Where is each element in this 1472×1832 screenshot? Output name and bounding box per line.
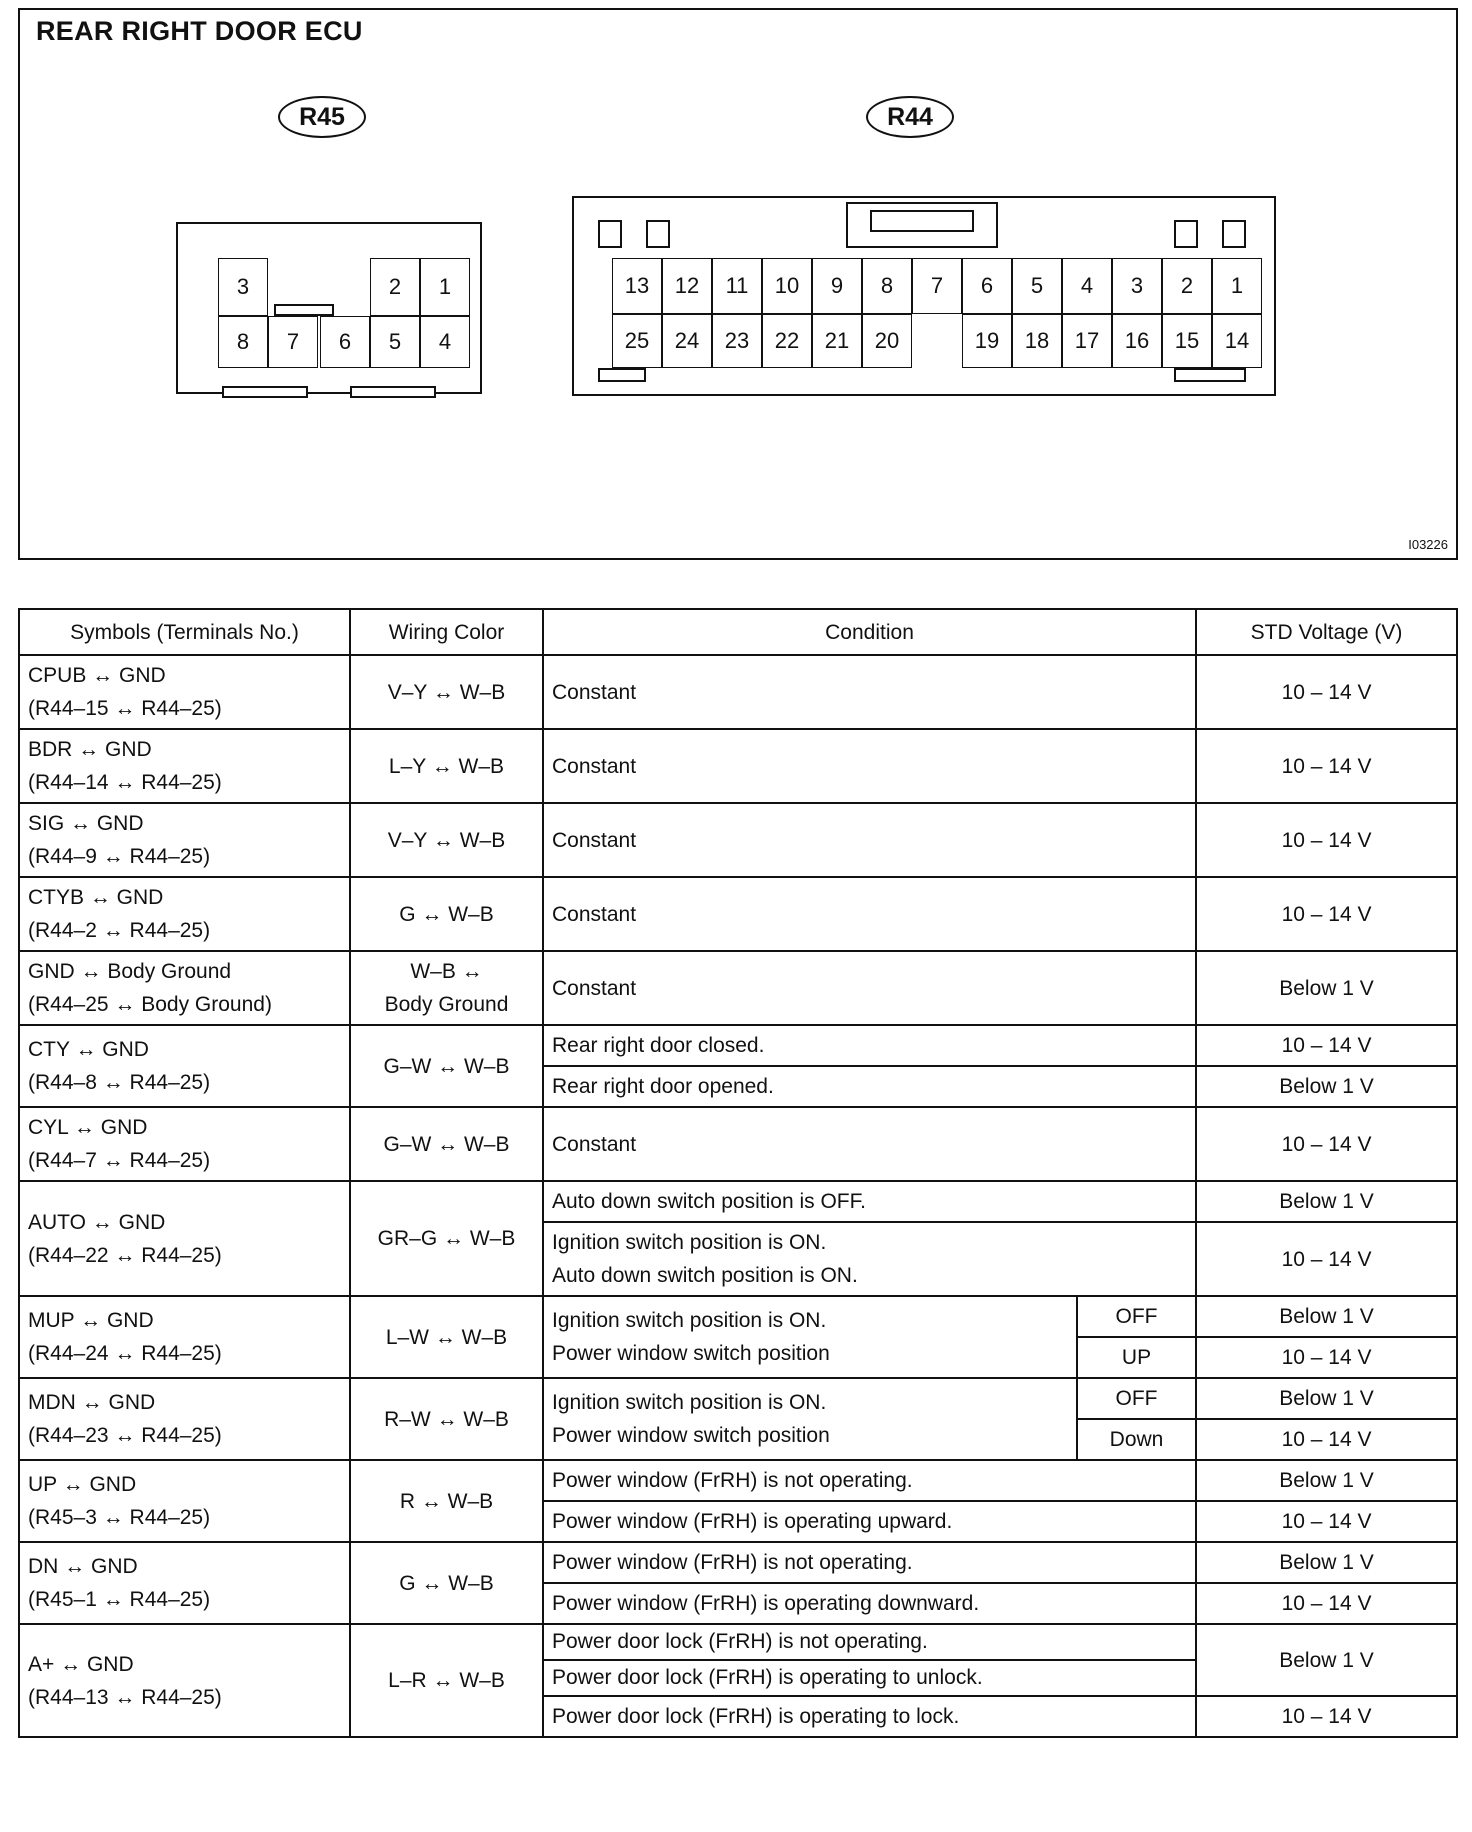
wiring-color-cont: Body Ground — [384, 993, 509, 1016]
std-voltage: 10 – 14 V — [1281, 1034, 1372, 1057]
std-voltage: 10 – 14 V — [1281, 828, 1372, 852]
condition-cell — [543, 1583, 1196, 1624]
connector-pin: 19 — [962, 314, 1012, 368]
terminal-numbers: (R44–25 ↔ Body Ground) — [28, 993, 272, 1016]
symbol-cell — [19, 877, 350, 951]
header-wiring-color: Wiring Color — [350, 609, 543, 655]
connector-pin: 7 — [268, 316, 318, 368]
connector-pin: 5 — [1012, 258, 1062, 314]
condition-text: Ignition switch position is ON. — [552, 1309, 827, 1332]
table-row — [19, 803, 1457, 877]
wiring-color: V–Y ↔ W–B — [387, 828, 506, 852]
symbol-name: SIG ↔ GND — [28, 812, 144, 835]
connector-pin: 13 — [612, 258, 662, 314]
std-voltage: Below 1 V — [1279, 976, 1374, 1000]
terminal-numbers: (R44–8 ↔ R44–25) — [28, 1071, 211, 1094]
diagram-title: REAR RIGHT DOOR ECU — [36, 16, 363, 46]
condition-text: Power door lock (FrRH) is not operating. — [552, 1630, 928, 1653]
condition-cell — [543, 1025, 1196, 1066]
condition-text: Rear right door opened. — [552, 1074, 774, 1098]
table-row — [19, 1460, 1457, 1501]
switch-position: UP — [1121, 1346, 1152, 1369]
connector-label-r45: R45 — [278, 96, 366, 138]
condition-text: Power window (FrRH) is operating upward. — [552, 1509, 953, 1533]
voltage-cell — [1196, 1222, 1457, 1296]
connector-post — [646, 220, 670, 248]
connector-pin: 4 — [420, 316, 470, 368]
voltage-cell — [1196, 1107, 1457, 1181]
condition-text: Power window (FrRH) is not operating. — [552, 1550, 913, 1574]
symbol-cell — [19, 729, 350, 803]
condition-text: Ignition switch position is ON. — [552, 1231, 827, 1254]
std-voltage: 10 – 14 V — [1281, 1510, 1372, 1533]
table-row — [19, 655, 1457, 729]
wiring-color-cell — [350, 1107, 543, 1181]
symbol-name: AUTO ↔ GND — [28, 1210, 166, 1234]
connector-diagram — [18, 8, 1458, 560]
connector-post — [598, 220, 622, 248]
condition-cell — [543, 655, 1196, 729]
connector-pin: 10 — [762, 258, 812, 314]
table-row — [19, 951, 1457, 1025]
wiring-color: L–Y ↔ W–B — [388, 754, 505, 778]
voltage-cell — [1196, 1025, 1457, 1066]
terminal-numbers: (R45–1 ↔ R44–25) — [28, 1588, 211, 1611]
connector-label-r44: R44 — [866, 96, 954, 138]
symbol-cell — [19, 1378, 350, 1460]
condition-cell — [543, 729, 1196, 803]
symbol-cell — [19, 1107, 350, 1181]
condition-text: Rear right door closed. — [552, 1033, 765, 1057]
symbol-name: BDR ↔ GND — [28, 738, 152, 761]
std-voltage: 10 – 14 V — [1281, 1592, 1372, 1615]
std-voltage: 10 – 14 V — [1281, 754, 1372, 778]
table-row — [19, 1378, 1457, 1419]
voltage-cell — [1196, 1696, 1457, 1737]
switch-position: OFF — [1115, 1387, 1158, 1410]
condition-text-cont: Auto down switch position is ON. — [552, 1264, 858, 1287]
voltage-cell — [1196, 655, 1457, 729]
voltage-cell — [1196, 1337, 1457, 1378]
condition-text-cont: Power window switch position — [552, 1424, 830, 1447]
terminal-numbers: (R44–24 ↔ R44–25) — [28, 1342, 222, 1365]
condition-cell — [543, 877, 1196, 951]
connector-pin: 5 — [370, 316, 420, 368]
terminal-numbers: (R44–15 ↔ R44–25) — [28, 697, 222, 720]
connector-pin: 11 — [712, 258, 762, 314]
terminal-numbers: (R44–2 ↔ R44–25) — [28, 919, 211, 942]
std-voltage: 10 – 14 V — [1281, 1705, 1372, 1728]
symbol-cell — [19, 1181, 350, 1296]
voltage-cell — [1196, 1419, 1457, 1460]
connector-pin: 8 — [862, 258, 912, 314]
terminal-numbers: (R44–22 ↔ R44–25) — [28, 1243, 222, 1267]
connector-post — [1174, 220, 1198, 248]
terminal-numbers: (R44–13 ↔ R44–25) — [28, 1685, 222, 1709]
connector-pin: 22 — [762, 314, 812, 368]
voltage-cell — [1196, 951, 1457, 1025]
condition-cell — [543, 1066, 1196, 1107]
condition-text-cont: Power window switch position — [552, 1342, 830, 1365]
wiring-color-cell — [350, 877, 543, 951]
wiring-color: G–W ↔ W–B — [383, 1054, 510, 1078]
connector-latch — [350, 386, 436, 398]
condition-text: Constant — [552, 1132, 637, 1156]
terminal-numbers: (R44–14 ↔ R44–25) — [28, 771, 222, 794]
symbol-cell — [19, 803, 350, 877]
table-row — [19, 1296, 1457, 1337]
wiring-color-cell — [350, 1181, 543, 1296]
table-row — [19, 1624, 1457, 1660]
condition-cell — [543, 1696, 1196, 1737]
terminal-numbers: (R44–7 ↔ R44–25) — [28, 1149, 211, 1172]
condition-cell — [543, 803, 1196, 877]
symbol-name: CTYB ↔ GND — [28, 886, 164, 909]
wiring-color-cell — [350, 951, 543, 1025]
symbol-cell — [19, 1624, 350, 1737]
wiring-color: GR–G ↔ W–B — [377, 1227, 516, 1250]
wiring-color-cell — [350, 729, 543, 803]
voltage-cell — [1196, 803, 1457, 877]
voltage-cell — [1196, 1181, 1457, 1222]
header-std-voltage: STD Voltage (V) — [1196, 609, 1457, 655]
connector-post — [1222, 220, 1246, 248]
wiring-color-cell — [350, 1542, 543, 1624]
connector-pin — [912, 314, 962, 368]
connector-pin: 4 — [1062, 258, 1112, 314]
connector-pin — [320, 258, 370, 316]
wiring-color-cell — [350, 1624, 543, 1737]
condition-text: Constant — [552, 680, 637, 704]
voltage-cell — [1196, 877, 1457, 951]
terminal-numbers: (R44–23 ↔ R44–25) — [28, 1424, 222, 1447]
condition-cell — [543, 1296, 1077, 1378]
condition-cell — [543, 1460, 1196, 1501]
connector-pin — [268, 258, 318, 316]
wiring-color: L–W ↔ W–B — [385, 1325, 508, 1349]
connector-pin: 3 — [218, 258, 268, 316]
switch-position-cell — [1077, 1296, 1196, 1337]
symbol-name: A+ ↔ GND — [28, 1652, 134, 1676]
symbol-name: CYL ↔ GND — [28, 1116, 148, 1139]
table-header-row — [19, 609, 1457, 655]
voltage-cell — [1196, 1501, 1457, 1542]
connector-pin: 6 — [962, 258, 1012, 314]
wiring-color: R–W ↔ W–B — [384, 1407, 509, 1431]
connector-pin: 2 — [370, 258, 420, 316]
std-voltage: 10 – 14 V — [1281, 680, 1372, 704]
voltage-cell — [1196, 1583, 1457, 1624]
symbol-name: CTY ↔ GND — [28, 1038, 149, 1061]
condition-cell — [543, 1378, 1077, 1460]
connector-pin: 8 — [218, 316, 268, 368]
connector-pin: 14 — [1212, 314, 1262, 368]
connector-pin: 1 — [1212, 258, 1262, 314]
condition-cell — [543, 951, 1196, 1025]
connector-pin: 21 — [812, 314, 862, 368]
connector-foot — [1174, 368, 1246, 382]
connector-pin: 16 — [1112, 314, 1162, 368]
wiring-color-cell — [350, 1460, 543, 1542]
connector-foot — [598, 368, 646, 382]
condition-text: Constant — [552, 976, 637, 1000]
switch-position-cell — [1077, 1419, 1196, 1460]
connector-pin: 1 — [420, 258, 470, 316]
condition-cell — [543, 1624, 1196, 1660]
condition-text: Auto down switch position is OFF. — [552, 1189, 866, 1213]
std-voltage: Below 1 V — [1279, 1305, 1374, 1328]
std-voltage: 10 – 14 V — [1281, 1346, 1372, 1369]
condition-cell — [543, 1107, 1196, 1181]
condition-text: Constant — [552, 754, 637, 778]
symbol-name: GND ↔ Body Ground — [28, 960, 232, 983]
wiring-color: L–R ↔ W–B — [388, 1669, 505, 1692]
std-voltage: Below 1 V — [1279, 1190, 1374, 1213]
wiring-color: G ↔ W–B — [399, 1571, 494, 1595]
wiring-color-cell — [350, 655, 543, 729]
voltage-cell — [1196, 729, 1457, 803]
symbol-name: DN ↔ GND — [28, 1555, 138, 1578]
connector-pin: 7 — [912, 258, 962, 314]
symbol-cell — [19, 1025, 350, 1107]
wiring-color: W–B ↔ — [410, 960, 483, 983]
connector-pin: 3 — [1112, 258, 1162, 314]
voltage-cell — [1196, 1460, 1457, 1501]
voltage-cell — [1196, 1624, 1457, 1696]
symbol-name: UP ↔ GND — [28, 1473, 137, 1496]
voltage-cell — [1196, 1066, 1457, 1107]
symbol-cell — [19, 1296, 350, 1378]
condition-cell — [543, 1181, 1196, 1222]
connector-pin: 24 — [662, 314, 712, 368]
symbol-cell — [19, 951, 350, 1025]
header-symbols: Symbols (Terminals No.) — [19, 609, 350, 655]
std-voltage: Below 1 V — [1279, 1075, 1374, 1098]
reference-code: I03226 — [1408, 537, 1448, 552]
std-voltage: Below 1 V — [1279, 1551, 1374, 1574]
table-row — [19, 729, 1457, 803]
std-voltage: 10 – 14 V — [1281, 1247, 1372, 1271]
terminal-numbers: (R44–9 ↔ R44–25) — [28, 845, 211, 868]
voltage-cell — [1196, 1378, 1457, 1419]
connector-pin: 23 — [712, 314, 762, 368]
terminal-voltage-table — [18, 608, 1458, 1738]
std-voltage: Below 1 V — [1279, 1648, 1374, 1672]
condition-text: Power door lock (FrRH) is operating to lock. — [552, 1704, 960, 1728]
voltage-cell — [1196, 1542, 1457, 1583]
symbol-cell — [19, 655, 350, 729]
wiring-color: V–Y ↔ W–B — [387, 680, 506, 704]
condition-text: Ignition switch position is ON. — [552, 1391, 827, 1414]
switch-position: Down — [1109, 1428, 1164, 1451]
symbol-cell — [19, 1460, 350, 1542]
connector-lock-slot — [870, 210, 974, 232]
std-voltage: Below 1 V — [1279, 1387, 1374, 1410]
std-voltage: 10 – 14 V — [1281, 902, 1372, 926]
wiring-color: G–W ↔ W–B — [383, 1132, 510, 1156]
condition-text: Power door lock (FrRH) is operating to unlock. — [552, 1666, 983, 1689]
std-voltage: 10 – 14 V — [1281, 1132, 1372, 1156]
symbol-name: MUP ↔ GND — [28, 1309, 154, 1332]
connector-pin: 20 — [862, 314, 912, 368]
connector-pin: 17 — [1062, 314, 1112, 368]
table-row — [19, 1542, 1457, 1583]
voltage-cell — [1196, 1296, 1457, 1337]
condition-cell — [543, 1222, 1196, 1296]
switch-position-cell — [1077, 1378, 1196, 1419]
switch-position: OFF — [1115, 1305, 1158, 1328]
condition-text: Power window (FrRH) is operating downward. — [552, 1591, 980, 1615]
symbol-cell — [19, 1542, 350, 1624]
connector-latch — [222, 386, 308, 398]
std-voltage: 10 – 14 V — [1281, 1428, 1372, 1451]
connector-pin: 12 — [662, 258, 712, 314]
symbol-name: MDN ↔ GND — [28, 1391, 156, 1414]
wiring-color-cell — [350, 1378, 543, 1460]
table-row — [19, 1181, 1457, 1222]
wiring-color-cell — [350, 1296, 543, 1378]
condition-text: Constant — [552, 828, 637, 852]
wiring-color: R ↔ W–B — [399, 1489, 494, 1513]
wiring-color-cell — [350, 1025, 543, 1107]
connector-pin: 6 — [320, 316, 370, 368]
condition-text: Power window (FrRH) is not operating. — [552, 1468, 913, 1492]
std-voltage: Below 1 V — [1279, 1469, 1374, 1492]
condition-cell — [543, 1501, 1196, 1542]
switch-position-cell — [1077, 1337, 1196, 1378]
table-row — [19, 877, 1457, 951]
wiring-color: G ↔ W–B — [399, 902, 494, 926]
terminal-numbers: (R45–3 ↔ R44–25) — [28, 1506, 211, 1529]
condition-cell — [543, 1542, 1196, 1583]
connector-pin: 18 — [1012, 314, 1062, 368]
connector-pin: 9 — [812, 258, 862, 314]
table-row — [19, 1025, 1457, 1066]
connector-pin: 25 — [612, 314, 662, 368]
symbol-name: CPUB ↔ GND — [28, 664, 166, 687]
connector-pin: 15 — [1162, 314, 1212, 368]
connector-pin: 2 — [1162, 258, 1212, 314]
table-row — [19, 1107, 1457, 1181]
header-condition: Condition — [543, 609, 1196, 655]
condition-cell — [543, 1660, 1196, 1696]
wiring-color-cell — [350, 803, 543, 877]
condition-text: Constant — [552, 902, 637, 926]
